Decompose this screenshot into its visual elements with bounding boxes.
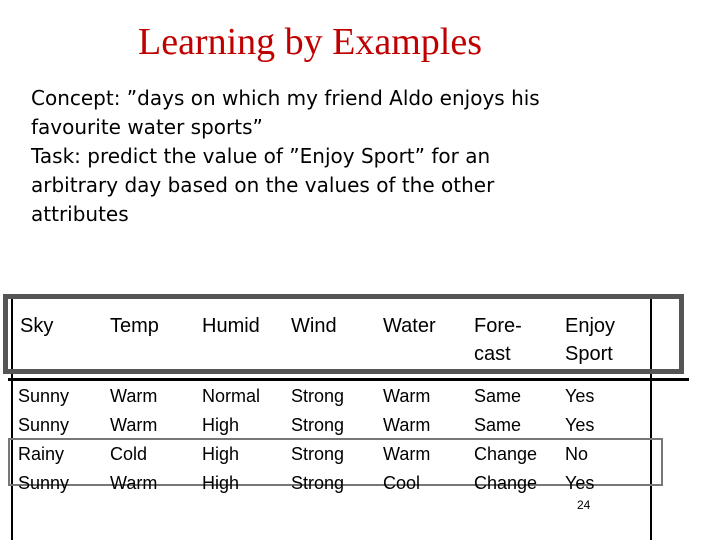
header-water <box>383 312 436 340</box>
intro-line: Concept: ”days on which my friend Aldo enjoys his <box>31 86 540 110</box>
cell-enjoy-sport: Yes <box>565 415 595 435</box>
header-sky <box>20 312 53 340</box>
table-body <box>0 382 720 502</box>
intro-text <box>31 84 671 229</box>
header-label: Fore- <box>474 315 522 337</box>
intro-line: arbitrary day based on the values of the other <box>31 173 495 197</box>
header-label: Wind <box>291 315 337 337</box>
cell-sky: Sunny <box>18 473 70 493</box>
header-humid <box>202 312 260 340</box>
cell-water: Warm <box>383 386 431 406</box>
table-row <box>0 382 720 411</box>
header-wind <box>291 312 337 340</box>
cell-forecast: Change <box>474 473 538 493</box>
header-label: Enjoy <box>565 315 616 337</box>
header-label: cast <box>474 343 511 365</box>
page-number: 24 <box>577 498 591 512</box>
cell-temp: Warm <box>110 415 158 435</box>
table-row <box>0 411 720 440</box>
header-temp <box>110 312 159 340</box>
cell-humid: High <box>202 444 240 464</box>
slide-title: Learning by Examples <box>137 21 482 63</box>
cell-temp: Warm <box>110 386 158 406</box>
cell-water: Warm <box>383 444 431 464</box>
cell-water: Warm <box>383 415 431 435</box>
cell-sky: Sunny <box>18 386 70 406</box>
header-forecast <box>474 312 522 368</box>
cell-wind: Strong <box>291 386 345 406</box>
cell-temp: Warm <box>110 473 158 493</box>
intro-line: favourite water sports” <box>31 115 263 139</box>
cell-humid: High <box>202 473 240 493</box>
header-label: Temp <box>110 315 159 337</box>
cell-temp: Cold <box>110 444 148 464</box>
intro-line: Task: predict the value of ”Enjoy Sport” for an <box>31 144 491 168</box>
header-label: Sky <box>20 315 54 337</box>
cell-humid: High <box>202 415 240 435</box>
cell-enjoy-sport: Yes <box>565 386 595 406</box>
header-enjoy-sport <box>565 312 615 368</box>
header-divider <box>8 378 689 381</box>
cell-forecast: Same <box>474 386 522 406</box>
cell-forecast: Same <box>474 415 522 435</box>
cell-humid: Normal <box>202 386 261 406</box>
table-row <box>0 469 720 498</box>
cell-water: Cool <box>383 473 421 493</box>
header-label: Water <box>383 315 436 337</box>
cell-sky: Sunny <box>18 415 70 435</box>
cell-enjoy-sport: No <box>565 444 589 464</box>
header-label: Humid <box>202 315 260 337</box>
cell-wind: Strong <box>291 473 345 493</box>
cell-enjoy-sport: Yes <box>565 473 595 493</box>
cell-sky: Rainy <box>18 444 65 464</box>
table-row <box>0 440 720 469</box>
header-label: Sport <box>565 343 613 365</box>
cell-wind: Strong <box>291 415 345 435</box>
cell-forecast: Change <box>474 444 538 464</box>
intro-line: attributes <box>31 202 129 226</box>
cell-wind: Strong <box>291 444 345 464</box>
